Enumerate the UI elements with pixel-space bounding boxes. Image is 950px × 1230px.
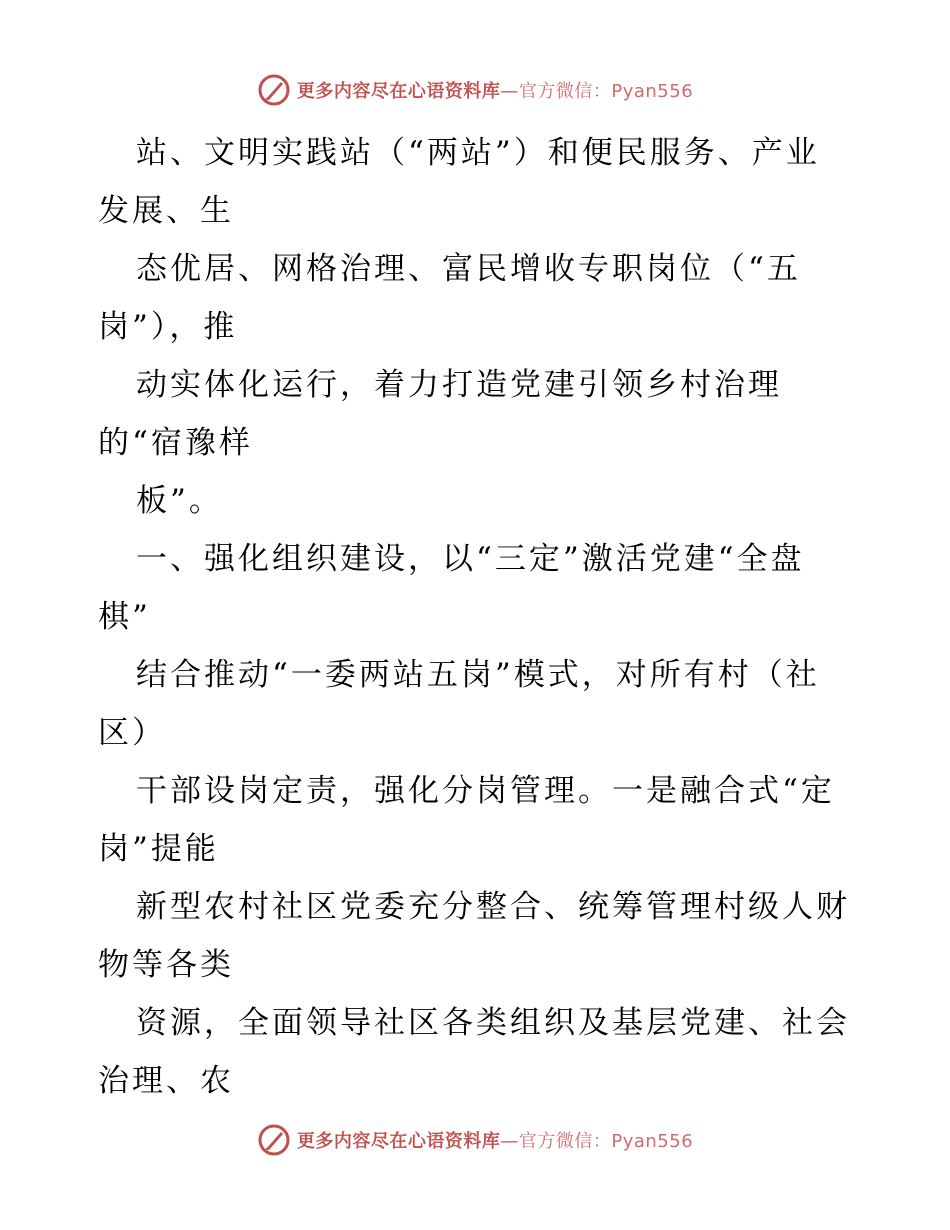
watermark-main: 更多内容尽在心语资料库: [296, 1131, 501, 1152]
text-line: 板”。: [136, 483, 223, 519]
text-line: 发展、生: [98, 193, 234, 229]
document-body: [98, 124, 858, 1110]
watermark-separator: —: [500, 81, 519, 102]
watermark-main: 更多内容尽在心语资料库: [296, 81, 501, 102]
text-line: 资源，全面领导社区各类组织及基层党建、社会: [136, 1005, 850, 1041]
watermark-separator: —: [500, 1131, 519, 1152]
footer-watermark: [0, 1120, 950, 1160]
text-line: 站、文明实践站（“两站”）和便民服务、产业: [136, 135, 820, 171]
text-line: 物等各类: [98, 947, 234, 983]
text-line: 新型农村社区党委充分整合、统筹管理村级人财: [136, 889, 850, 925]
text-line: 态优居、网格治理、富民增收专职岗位（“五: [136, 251, 801, 287]
text-line: 一、强化组织建设，以“三定”激活党建“全盘: [136, 541, 805, 577]
text-line: 结合推动“一委两站五岗”模式，对所有村（社: [136, 657, 820, 693]
watermark-account: 官方微信：Pyan556: [518, 81, 694, 102]
text-line: 干部设岗定责，强化分岗管理。一是融合式“定: [136, 773, 835, 809]
text-line: 岗”），推: [98, 309, 238, 345]
quill-logo-icon: [257, 1123, 291, 1157]
watermark-text: [297, 1127, 693, 1153]
header-watermark: [0, 70, 950, 110]
text-line: 的“宿豫样: [98, 425, 253, 461]
watermark-account: 官方微信：Pyan556: [518, 1131, 694, 1152]
text-line: 动实体化运行，着力打造党建引领乡村治理: [136, 367, 782, 403]
text-line: 治理、农: [98, 1063, 234, 1099]
text-line: 岗”提能: [98, 831, 219, 867]
text-line: 区）: [98, 715, 166, 751]
quill-logo-icon: [257, 73, 291, 107]
text-line: 棋”: [98, 599, 151, 635]
watermark-text: [297, 77, 693, 103]
